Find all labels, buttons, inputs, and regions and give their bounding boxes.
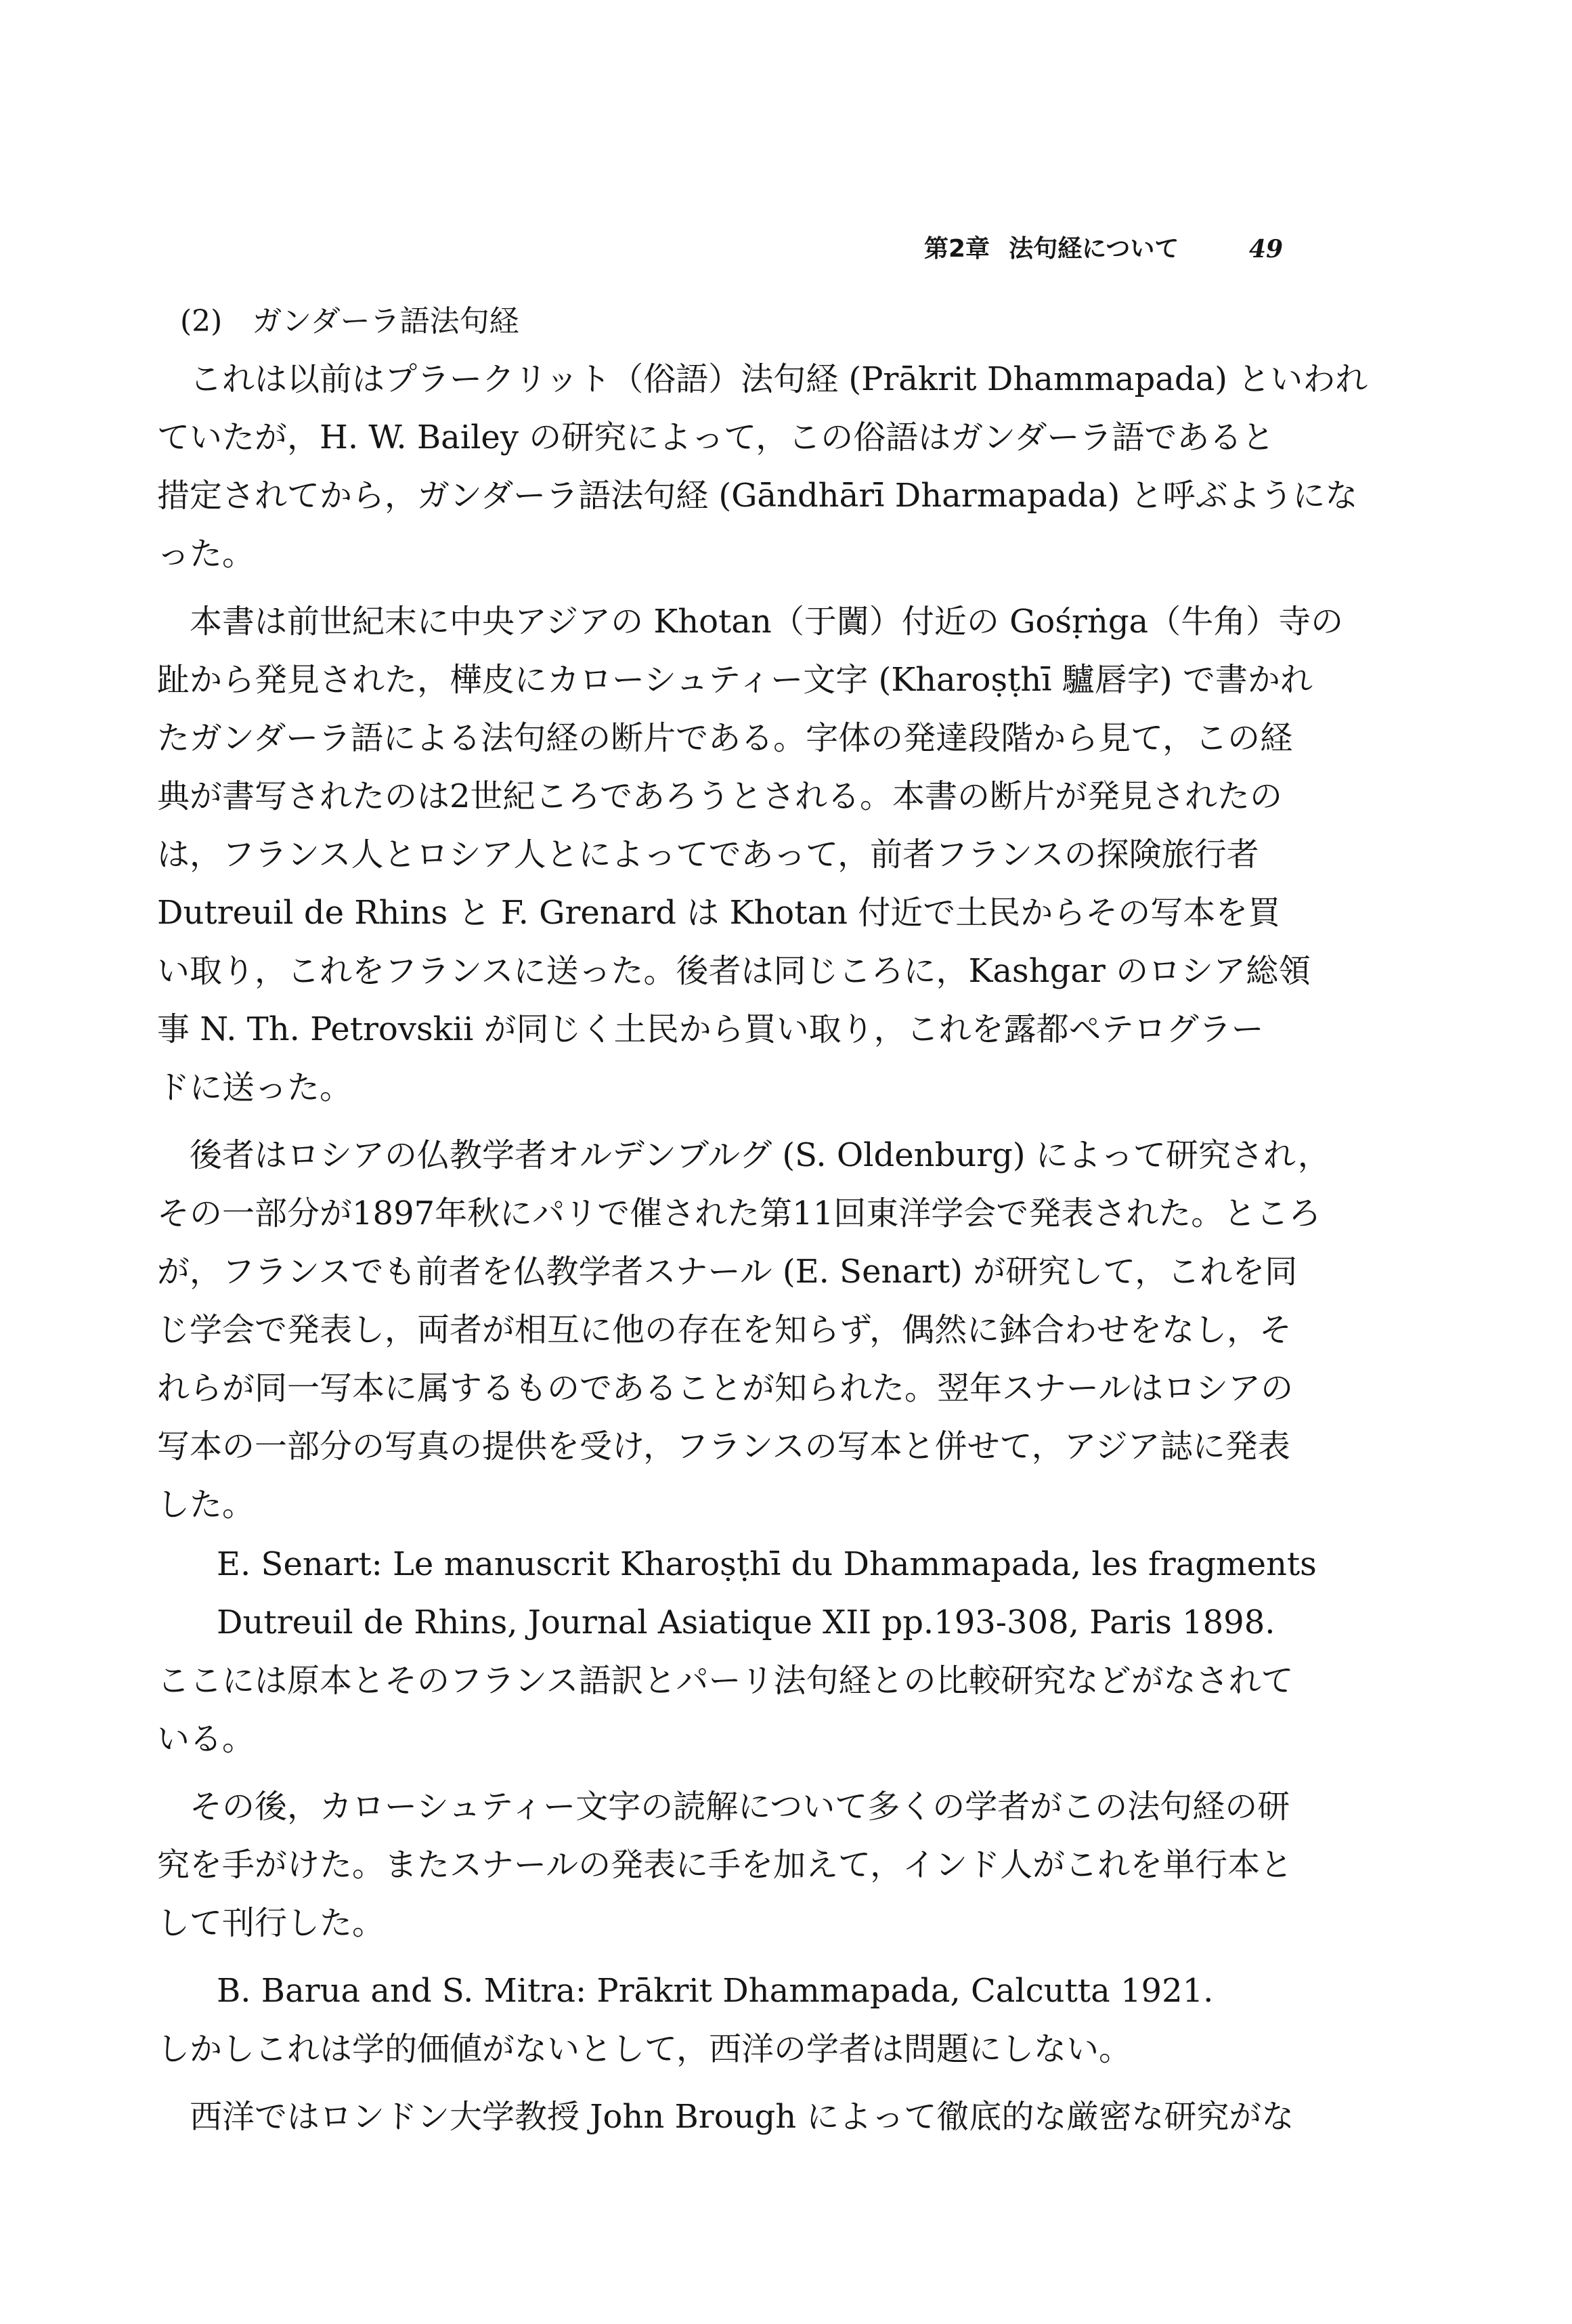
chapter-title: 法句経について bbox=[1009, 235, 1179, 263]
body-line: が，フランスでも前者を仏教学者スナール (E. Senart) が研究して，これを同 bbox=[157, 1253, 1298, 1291]
body-line: は，フランス人とロシア人とによってであって，前者フランスの探険旅行者 bbox=[157, 836, 1259, 874]
citation-line: Dutreuil de Rhins, Journal Asiatique XII pp.193-308, Paris 1898. bbox=[217, 1604, 1275, 1641]
body-line: れらが同一写本に属するものであることが知られた。翌年スナールはロシアの bbox=[157, 1369, 1294, 1407]
body-line: 西洋ではロンドン大学教授 John Brough によって徹底的な厳密な研究がな bbox=[157, 2098, 1294, 2136]
page-number: 49 bbox=[1249, 235, 1284, 263]
body-line: しかしこれは学的価値がないとして，西洋の学者は問題にしない。 bbox=[157, 2030, 1132, 2068]
body-line: ドに送った。 bbox=[157, 1069, 353, 1106]
body-line: じ学会で発表し，両者が相互に他の存在を知らず，偶然に鉢合わせをなし，そ bbox=[157, 1311, 1292, 1349]
chapter-label: 第2章 bbox=[924, 235, 990, 263]
body-line: した。 bbox=[157, 1486, 255, 1524]
body-line: ここには原本とそのフランス語訳とパーリ法句経との比較研究などがなされて bbox=[157, 1662, 1294, 1700]
body-line: 後者はロシアの仏教学者オルデンブルグ (S. Oldenburg) によって研究され， bbox=[157, 1136, 1330, 1174]
body-line: その後，カローシュティー文字の読解について多くの学者がこの法句経の研 bbox=[157, 1788, 1290, 1826]
body-line: った。 bbox=[157, 535, 255, 573]
citation-line: E. Senart: Le manuscrit Kharoṣṭhī du Dhammapada, les fragments bbox=[217, 1545, 1317, 1583]
body-line: 究を手がけた。またスナールの発表に手を加えて，インド人がこれを単行本と bbox=[157, 1846, 1293, 1884]
body-line: これは以前はプラークリット（俗語）法句経 (Prākrit Dhammapada) といわれ bbox=[157, 360, 1368, 398]
body-line: 趾から発見された，樺皮にカローシュティー文字 (Kharoṣṭhī 驢唇字) で書かれ bbox=[157, 661, 1313, 699]
section-heading: (2) ガンダーラ語法句経 bbox=[180, 304, 519, 339]
body-line: い取り，これをフランスに送った。後者は同じころに，Kashgar のロシア総領 bbox=[157, 952, 1311, 990]
body-line: 本書は前世紀末に中央アジアの Khotan（于闐）付近の Gośṛṅga（牛角）寺の bbox=[157, 603, 1344, 641]
citation-line: B. Barua and S. Mitra: Prākrit Dhammapada, Calcutta 1921. bbox=[217, 1972, 1214, 2010]
body-line: 措定されてから，ガンダーラ語法句経 (Gāndhārī Dharmapada) と呼ぶようにな bbox=[157, 477, 1358, 515]
body-line: Dutreuil de Rhins と F. Grenard は Khotan 付近で土民からその写本を買 bbox=[157, 894, 1281, 932]
body-line: 写本の一部分の写真の提供を受け，フランスの写本と併せて，アジア誌に発表 bbox=[157, 1427, 1290, 1465]
body-line: いる。 bbox=[157, 1720, 255, 1758]
running-head bbox=[924, 229, 1330, 270]
body-line: ていたが，H. W. Bailey の研究によって，この俗語はガンダーラ語であると bbox=[157, 418, 1275, 456]
body-line: 典が書写されたのは2世紀ころであろうとされる。本書の断片が発見されたの bbox=[157, 777, 1283, 815]
body-line: たガンダーラ語による法句経の断片である。字体の発達段階から見て，この経 bbox=[157, 719, 1293, 757]
body-line: して刊行した。 bbox=[157, 1904, 385, 1942]
body-line: その一部分が1897年秋にパリで催された第11回東洋学会で発表された。ところ bbox=[157, 1195, 1322, 1232]
body-line: 事 N. Th. Petrovskii が同じく土民から買い取り，これを露都ペテログラー bbox=[157, 1010, 1264, 1048]
